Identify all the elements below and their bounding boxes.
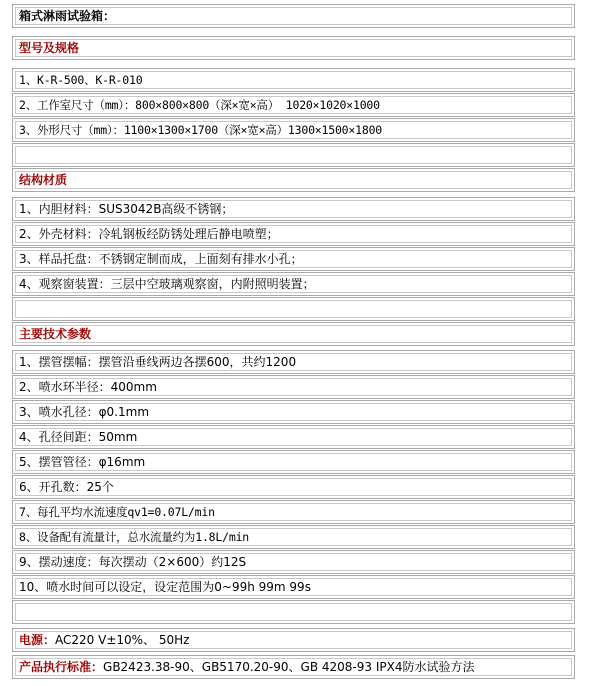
spec-item: 7、每孔平均水流速度qv1=0.07L/min [19,505,215,519]
spec-item: 8、设备配有流量计，总水流量约为1.8L/min [19,530,250,544]
spec-item: 3、样品托盘：不锈钢定制而成，上面刻有排水小孔； [19,252,303,266]
spec-item: 9、摆动速度：每次摆动（2×600）约12S [19,555,247,569]
spec-item: 1、摆管摆幅：摆管沿垂线两边各摆600，共约1200 [19,355,297,369]
power-label: 电源： [19,633,56,647]
spec-row [12,550,575,574]
spec-row [12,475,575,499]
spec-item: 3、喷水孔径：φ0.1mm [19,405,150,419]
spec-row [12,450,575,474]
section-heading-model-spec: 型号及规格 [19,41,80,55]
spec-item: 10、喷水时间可以设定，设定范围为0~99h 99m 99s [19,580,311,594]
section-heading-row [12,168,575,192]
spec-row [12,525,575,549]
power-value: AC220 V±10%、 50Hz [55,633,190,647]
spec-row [12,118,575,142]
standard-row [12,655,575,679]
standard-line [19,656,474,678]
spec-row [12,400,575,424]
spec-item: 1、内胆材料：SUS3042B高级不锈钢； [19,202,234,216]
spec-item: 6、开孔数：25个 [19,480,114,494]
spec-item: 1、K-R-500、K-R-010 [19,73,143,87]
page-title: 箱式淋雨试验箱： [19,9,116,23]
section-heading-row [12,322,575,346]
power-row [12,628,575,652]
spec-row [12,375,575,399]
spec-item: 2、外壳材料：冷轧钢板经防锈处理后静电喷塑； [19,227,279,241]
spec-item: 2、工作室尺寸（mm）：800×800×800（深×宽×高） 1020×1020×1000 [19,98,380,112]
spec-item: 4、孔径间距：50mm [19,430,138,444]
spec-row [12,272,575,296]
spacer-row [12,297,575,321]
spec-item: 3、外形尺寸（mm）：1100×1300×1700（深×宽×高）1300×1500×1800 [19,123,383,137]
spec-row [12,425,575,449]
spec-row [12,500,575,524]
table-title-row [12,4,575,28]
spec-row [12,350,575,374]
spec-row [12,93,575,117]
section-heading-row [12,36,575,60]
spec-row [12,247,575,271]
spacer-row [12,143,575,167]
spec-row [12,575,575,599]
spec-item: 4、观察窗装置：三层中空玻璃观察窗，内附照明装置； [19,277,315,291]
power-line [19,629,189,651]
spec-row [12,68,575,92]
section-heading-tech-params: 主要技术参数 [19,327,92,341]
section-heading-structure-material: 结构材质 [19,173,68,187]
standard-label: 产品执行标准： [19,660,104,674]
spec-row [12,197,575,221]
standard-value: GB2423.38-90、GB5170.20-90、GB 4208-93 IPX4防水试验方法 [103,660,475,674]
spec-item: 5、摆管管径：φ16mm [19,455,146,469]
spec-row [12,222,575,246]
spacer-row [12,600,575,624]
spec-item: 2、喷水环半径：400mm [19,380,157,394]
